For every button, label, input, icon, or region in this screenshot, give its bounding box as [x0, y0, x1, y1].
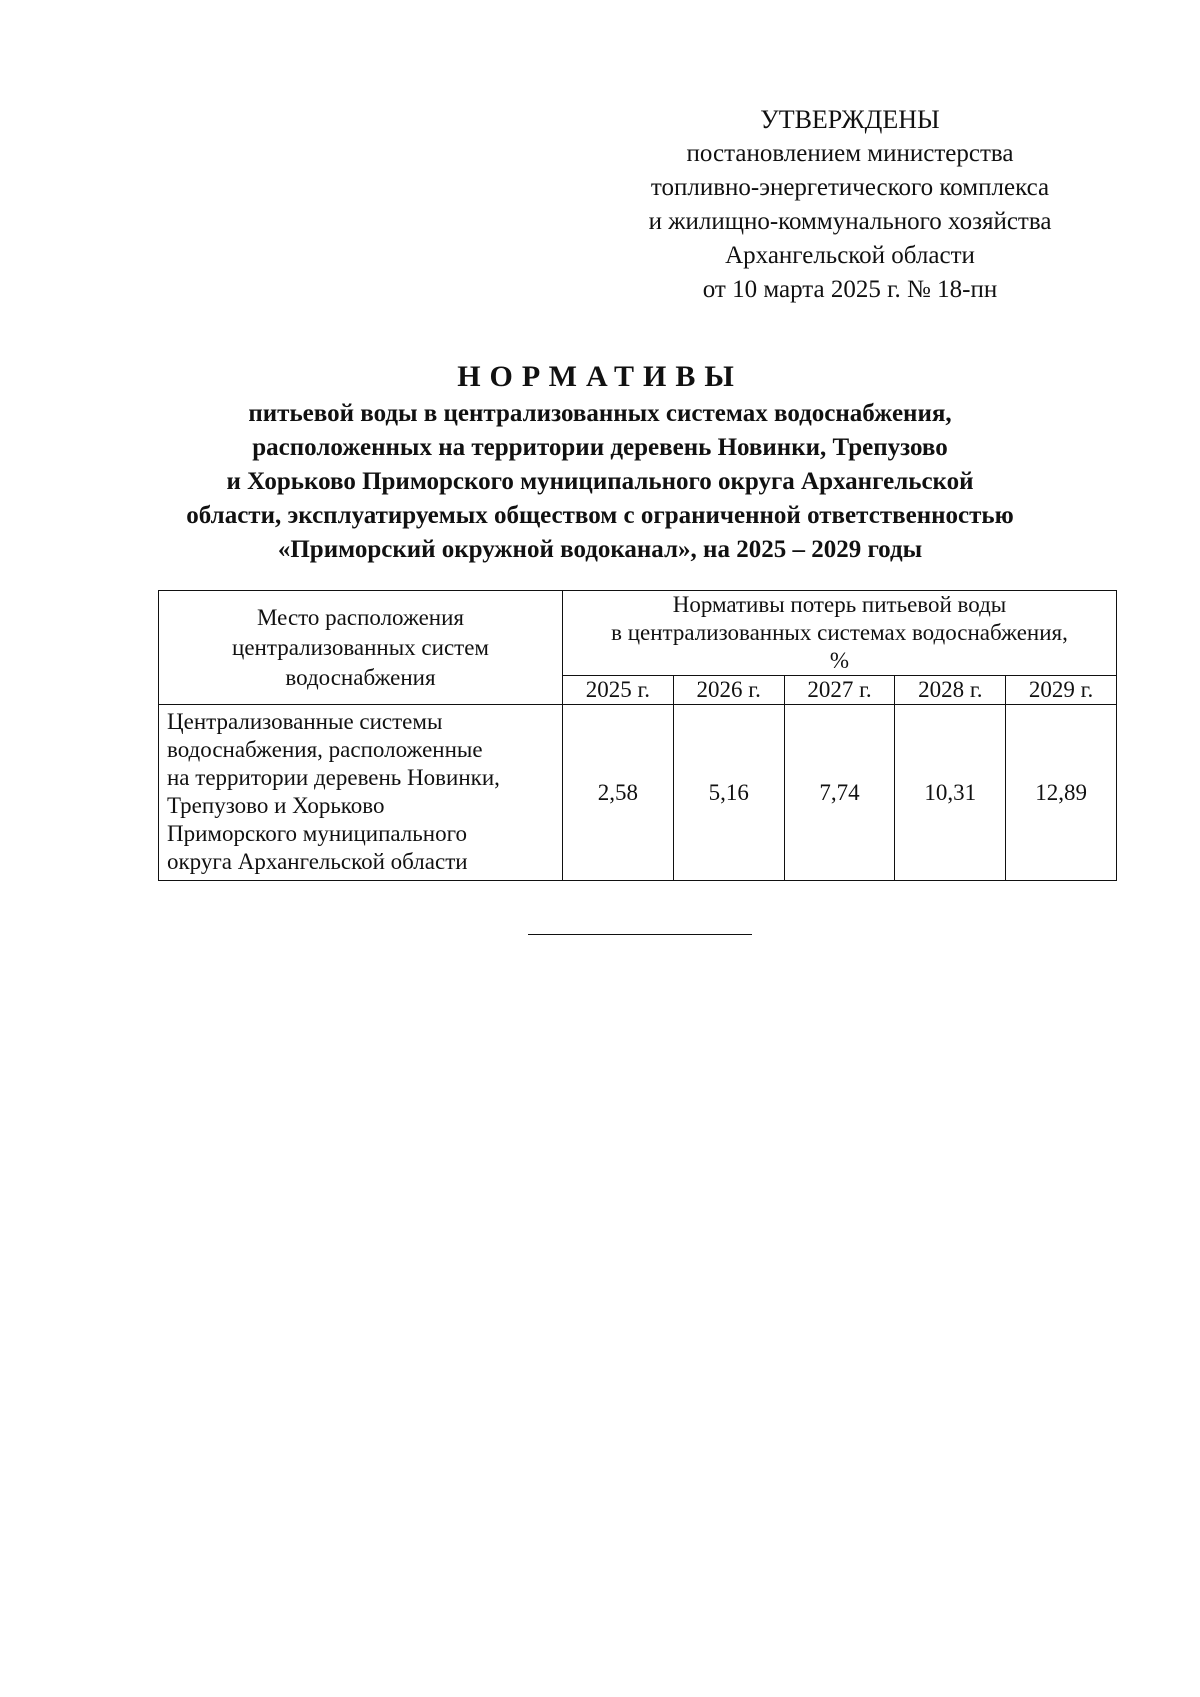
- year-header-cell: 2026 г.: [673, 676, 784, 705]
- place-line: Приморского муниципального: [167, 821, 467, 846]
- approval-line: и жилищно-коммунального хозяйства: [648, 208, 1052, 235]
- losses-header-cell: [563, 591, 1117, 676]
- end-divider: [528, 934, 752, 935]
- place-header-line: централизованных систем: [232, 634, 489, 660]
- place-line: водоснабжения, расположенные: [167, 737, 483, 762]
- norms-table: [158, 590, 1117, 881]
- approval-date-line: от 10 марта 2025 г. № 18-пн: [702, 276, 998, 303]
- approval-block: [600, 103, 1100, 307]
- title-line: питьевой воды в централизованных системах водоснабжения,: [248, 400, 952, 427]
- place-header-line: водоснабжения: [285, 664, 436, 690]
- place-line: Централизованные системы: [167, 709, 443, 734]
- value-cell-2027: 7,74: [784, 705, 895, 881]
- losses-header-unit: %: [829, 648, 850, 673]
- title-line: и Хорьково Приморского муниципального округа Архангельской: [226, 468, 974, 495]
- approval-line: топливно-энергетического комплекса: [650, 174, 1050, 201]
- document-title: [120, 357, 1080, 567]
- year-header-cell: 2029 г.: [1006, 676, 1117, 705]
- year-header-cell: 2028 г.: [895, 676, 1006, 705]
- losses-header-line: Нормативы потерь питьевой воды: [672, 592, 1007, 617]
- place-cell: [159, 705, 563, 881]
- approval-heading: УТВЕРЖДЕНЫ: [760, 105, 940, 134]
- year-header-cell: 2025 г.: [563, 676, 674, 705]
- value-cell-2029: 12,89: [1006, 705, 1117, 881]
- value-cell-2028: 10,31: [895, 705, 1006, 881]
- place-line: Трепузово и Хорьково: [167, 793, 385, 818]
- title-line: «Приморский окружной водоканал», на 2025 – 2029 годы: [277, 536, 923, 563]
- approval-line: постановлением министерства: [686, 140, 1014, 167]
- table-row: [159, 705, 1117, 881]
- place-line: на территории деревень Новинки,: [167, 765, 500, 790]
- title-line: расположенных на территории деревень Новинки, Трепузово: [252, 434, 948, 461]
- place-header-cell: [159, 591, 563, 705]
- value-cell-2026: 5,16: [673, 705, 784, 881]
- value-cell-2025: 2,58: [563, 705, 674, 881]
- title-line: области, эксплуатируемых обществом с ограниченной ответственностью: [186, 502, 1014, 529]
- year-header-cell: 2027 г.: [784, 676, 895, 705]
- place-line: округа Архангельской области: [167, 849, 468, 874]
- approval-line: Архангельской области: [725, 242, 975, 269]
- title-main: НОРМАТИВЫ: [457, 360, 743, 393]
- losses-header-line: в централизованных системах водоснабжения,: [611, 620, 1068, 645]
- place-header-line: Место расположения: [257, 604, 464, 630]
- table-header-row: [159, 591, 1117, 676]
